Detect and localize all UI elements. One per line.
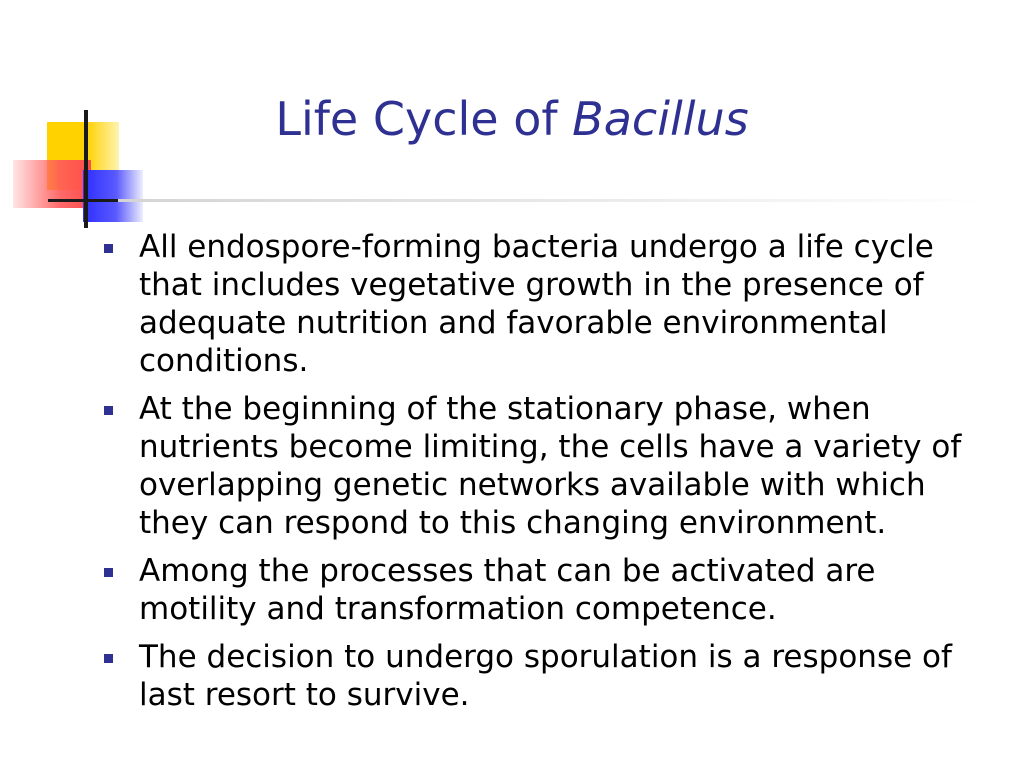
slide-title bbox=[0, 92, 1024, 147]
title-underline-rule bbox=[118, 199, 988, 202]
slide-title-emphasis: Bacillus bbox=[572, 92, 749, 146]
bullet-square-icon bbox=[104, 568, 113, 577]
slide-title-text: Life Cycle of bbox=[275, 92, 573, 146]
bullet-text: The decision to undergo sporulation is a response of last resort to survive. bbox=[139, 639, 952, 713]
bullet-item bbox=[100, 228, 980, 380]
bullet-item bbox=[100, 390, 980, 542]
bullet-text: At the beginning of the stationary phase, when nutrients become limiting, the cells have a variety of overlapping genetic networks available with which they can respond to this changing environment. bbox=[139, 391, 962, 541]
bullet-item bbox=[100, 638, 980, 714]
bullet-list bbox=[100, 228, 980, 724]
ornament-blue-bar bbox=[83, 170, 143, 222]
bullet-item bbox=[100, 552, 980, 628]
bullet-square-icon bbox=[104, 654, 113, 663]
bullet-text: All endospore-forming bacteria undergo a life cycle that includes vegetative growth in the presence of adequate nutrition and favorable environmental conditions. bbox=[139, 229, 934, 379]
bullet-text: Among the processes that can be activated are motility and transformation competence. bbox=[139, 553, 876, 627]
bullet-square-icon bbox=[104, 244, 113, 253]
bullet-square-icon bbox=[104, 406, 113, 415]
